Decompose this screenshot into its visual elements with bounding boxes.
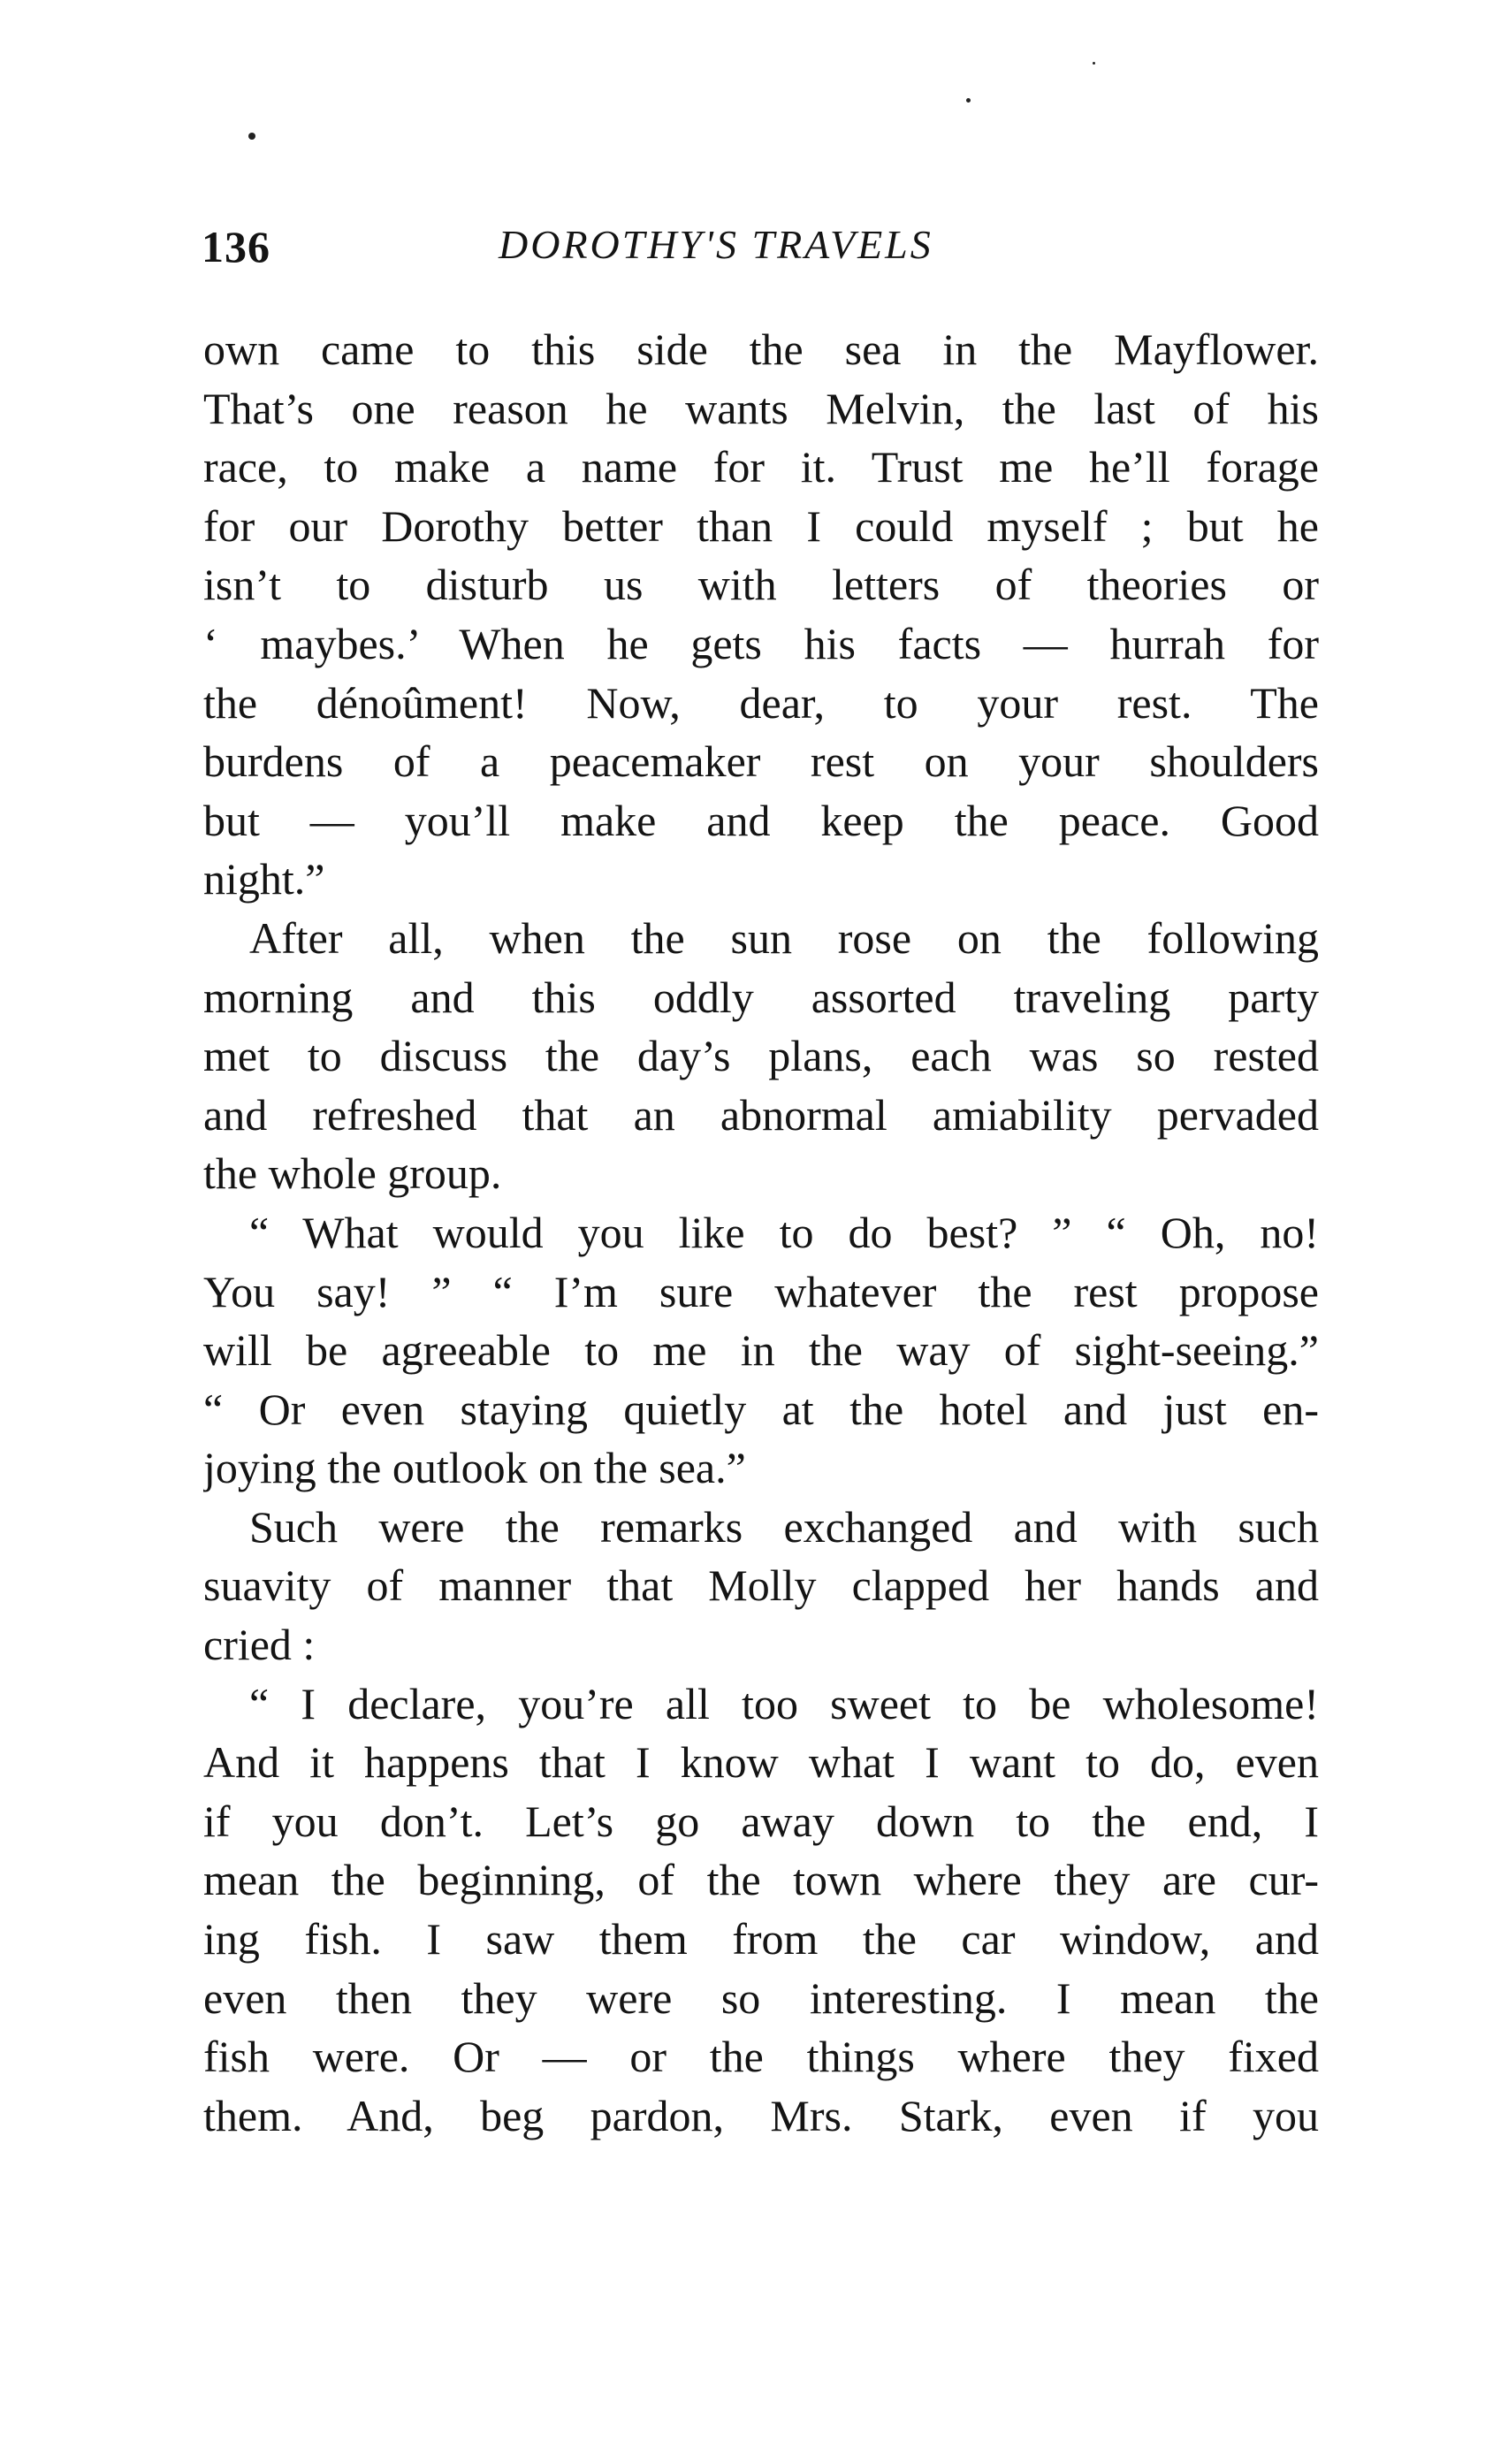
ink-speck [248,133,255,140]
text-line: race, to make a name for it. Trust me he’ll forage [203,442,1319,492]
text-line: mean the beginning, of the town where they are cur- [203,1855,1319,1905]
text-line: met to discuss the day’s plans, each was so rested [203,1031,1319,1081]
text-line: ing fish. I saw them from the car window, and [203,1914,1319,1964]
text-line: for our Dorothy better than I could myself ; but he [203,500,1319,551]
page-number: 136 [202,222,270,271]
text-line: Such were the remarks exchanged and with such [249,1501,1319,1552]
text-line: isn’t to disturb us with letters of theories or [203,560,1319,610]
text-line: fish were. Or — or the things where they fixed [203,2032,1319,2082]
text-line: And it happens that I know what I want to do, even [203,1737,1319,1788]
text-line: cried : [203,1620,316,1670]
text-line: the dénoûment! Now, dear, to your rest. The [203,677,1319,728]
text-line: will be agreeable to me in the way of sight-seeing.” [203,1325,1319,1376]
ink-speck [966,98,971,103]
text-line: them. And, beg pardon, Mrs. Stark, even if you [203,2090,1319,2140]
text-line: night.” [203,854,325,904]
text-line: “ I declare, you’re all too sweet to be wholesome! [249,1678,1319,1728]
text-line: own came to this side the sea in the Mayflower. [203,324,1319,374]
text-line: joying the outlook on the sea.” [203,1443,746,1493]
text-line: morning and this oddly assorted traveling party [203,972,1319,1022]
text-line: but — you’ll make and keep the peace. Good [203,795,1319,845]
text-line: even then they were so interesting. I mean the [203,1972,1319,2023]
text-line: suavity of manner that Molly clapped her hands and [203,1560,1319,1611]
text-line: You say! ” “ I’m sure whatever the rest propose [203,1266,1319,1316]
text-line: burdens of a peacemaker rest on your shoulders [203,736,1319,787]
text-line: “ What would you like to do best? ” “ Oh, no! [249,1207,1319,1257]
running-header [202,221,1317,283]
text-line: the whole group. [203,1148,502,1199]
text-line: ‘ maybes.’ When he gets his facts — hurrah for [203,618,1319,668]
running-title: DOROTHY'S TRAVELS [499,222,933,267]
body-text [203,320,1319,2145]
text-line: and refreshed that an abnormal amiability pervaded [203,1089,1319,1140]
text-line: That’s one reason he wants Melvin, the last of his [203,383,1319,433]
text-line: if you don’t. Let’s go away down to the end, I [203,1796,1319,1846]
ink-speck [1093,62,1095,65]
text-line: “ Or even staying quietly at the hotel and just en- [203,1384,1319,1434]
text-line: After all, when the sun rose on the following [249,912,1319,963]
